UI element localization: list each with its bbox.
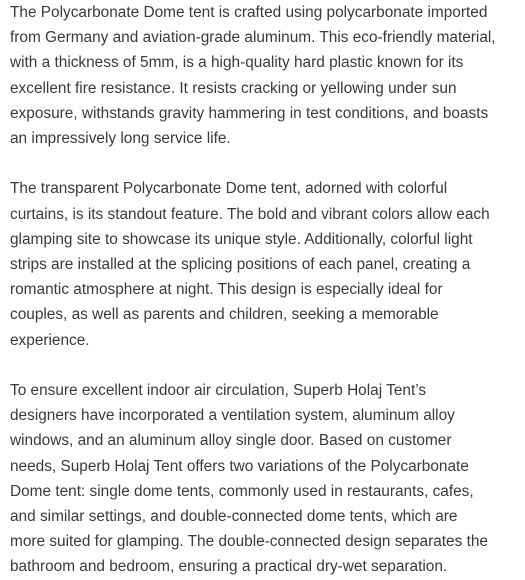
- text-line: strips are installed at the splicing positions of each panel, creating a: [10, 256, 471, 274]
- text-line: Dome tent: single dome tents, commonly used in restaurants, cafes,: [10, 482, 474, 500]
- text-line: from Germany and aviation-grade aluminum. This eco-friendly material,: [10, 29, 496, 47]
- text-line: more suited for glamping. The double-connected design separates the: [10, 533, 488, 551]
- text-line: exposure, withstands gravity hammering in test conditions, and boasts: [10, 104, 489, 122]
- text-line: an impressively long service life.: [10, 130, 231, 148]
- paragraph-materials: [10, 0, 522, 151]
- paragraph-ventilation: [10, 378, 522, 580]
- article-body: [10, 0, 522, 580]
- text-line: The transparent Polycarbonate Dome tent, adorned with colorful: [10, 180, 448, 198]
- text-line: curtains, is its standout feature. The bold and vibrant colors allow each: [10, 205, 490, 223]
- text-line: and similar settings, and double-connected dome tents, which are: [10, 508, 458, 526]
- text-line: needs, Superb Holaj Tent offers two variations of the Polycarbonate: [10, 457, 469, 475]
- text-line: windows, and an aluminum alloy single door. Based on customer: [10, 432, 452, 450]
- text-line: glamping site to showcase its unique style. Additionally, colorful light: [10, 230, 473, 248]
- text-line: romantic atmosphere at night. This design is especially ideal for: [10, 281, 443, 299]
- text-line: To ensure excellent indoor air circulation, Superb Holaj Tent’s: [10, 382, 427, 400]
- text-line: designers have incorporated a ventilation system, aluminum alloy: [10, 407, 455, 425]
- text-line: excellent fire resistance. It resists cracking or yellowing under sun: [10, 79, 457, 97]
- text-line: with a thickness of 5mm, is a high-quality hard plastic known for its: [10, 54, 464, 72]
- text-line: bathroom and bedroom, ensuring a practical dry-wet separation.: [10, 558, 448, 576]
- text-line: experience.: [10, 331, 90, 349]
- text-line: The Polycarbonate Dome tent is crafted using polycarbonate imported: [10, 4, 488, 21]
- paragraph-design: [10, 176, 522, 352]
- text-line: couples, as well as parents and children, seeking a memorable: [10, 306, 439, 324]
